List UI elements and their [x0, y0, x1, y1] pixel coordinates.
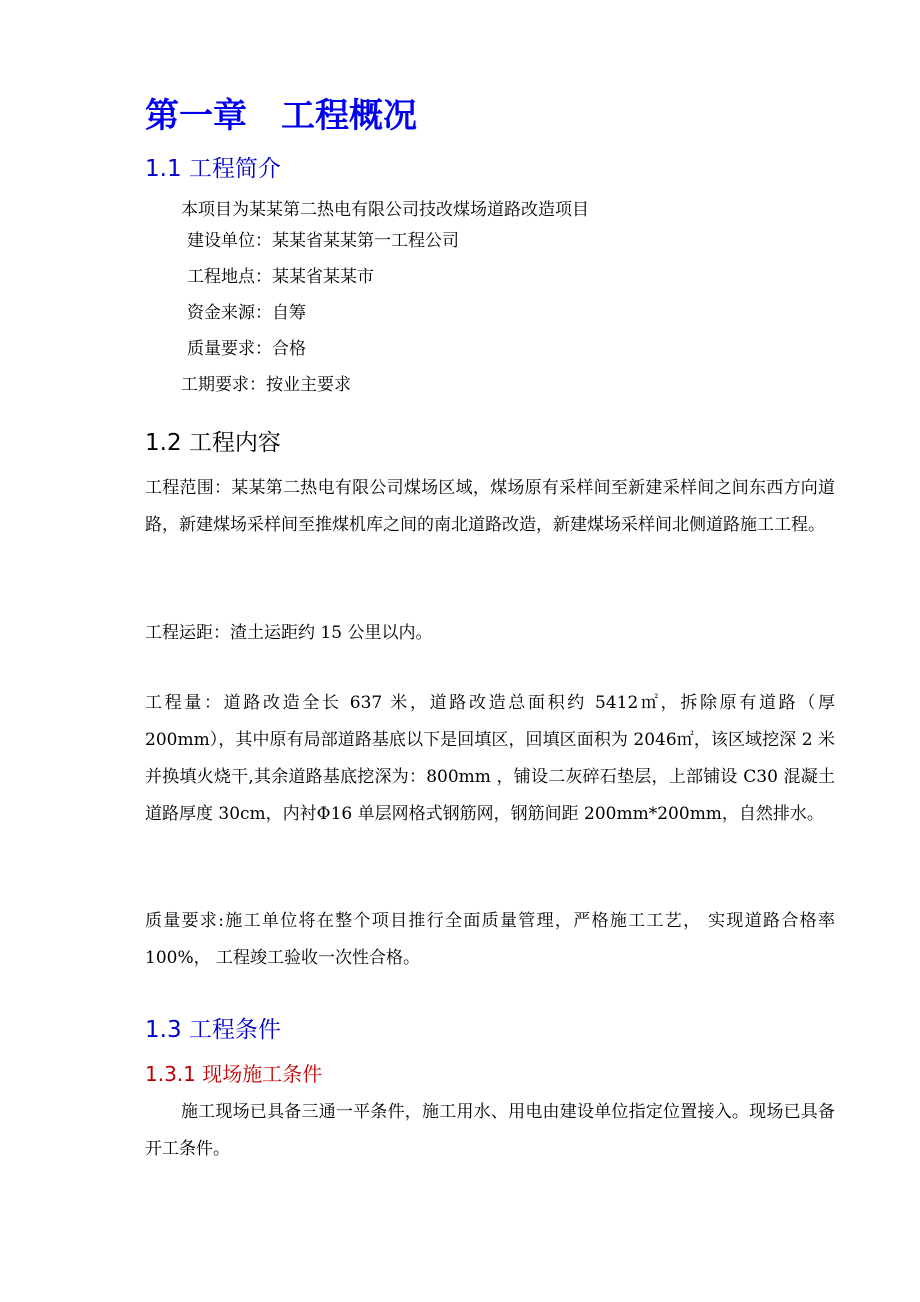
funding-source: 资金来源：自筹: [187, 303, 306, 323]
section-1-3-heading: 1.3 工程条件: [145, 1017, 281, 1043]
haul-distance-paragraph: 工程运距：渣土运距约 15 公里以内。: [145, 623, 433, 643]
quantity-paragraph: 工程量：道路改造全长 637 米，道路改造总面积约 5412㎡，拆除原有道路（厚 200mm），其中原有局部道路基底以下是回填区，回填区面积为 2046㎡，该区域挖深 2 米并换填火烧干,其余道路基底挖深为：800mm ，铺设二灰碎石垫层，上部铺设 C30 混凝土道路厚度 30cm，内衬Φ16 单层网格式钢筋网，钢筋间距 200mm*200mm，自然排水。: [145, 693, 835, 824]
chapter-number: 第一章: [145, 96, 247, 136]
construction-unit: 建设单位：某某省某某第一工程公司: [187, 231, 459, 251]
site-conditions-paragraph: 施工现场已具备三通一平条件，施工用水、用电由建设单位指定位置接入。现场已具备开工条件。: [145, 1102, 835, 1159]
quality-requirement: 质量要求：合格: [187, 339, 306, 359]
schedule-requirement: 工期要求：按业主要求: [181, 375, 351, 395]
scope-paragraph: 工程范围：某某第二热电有限公司煤场区域，煤场原有采样间至新建采样间之间东西方向道路，新建煤场采样间至推煤机库之间的南北道路改造，新建煤场采样间北侧道路施工工程。: [145, 478, 835, 535]
project-location: 工程地点：某某省某某市: [187, 267, 374, 287]
section-1-1-heading: 1.1 工程简介: [145, 156, 281, 182]
project-intro: 本项目为某某第二热电有限公司技改煤场道路改造项目: [181, 200, 589, 220]
section-1-2-heading: 1.2 工程内容: [145, 430, 281, 456]
section-1-3-1-heading: 1.3.1 现场施工条件: [145, 1062, 323, 1086]
chapter-name: 工程概况: [281, 96, 417, 136]
quality-paragraph: 质量要求:施工单位将在整个项目推行全面质量管理，严格施工工艺， 实现道路合格率 100%， 工程竣工验收一次性合格。: [145, 911, 835, 968]
chapter-title: [145, 88, 417, 137]
